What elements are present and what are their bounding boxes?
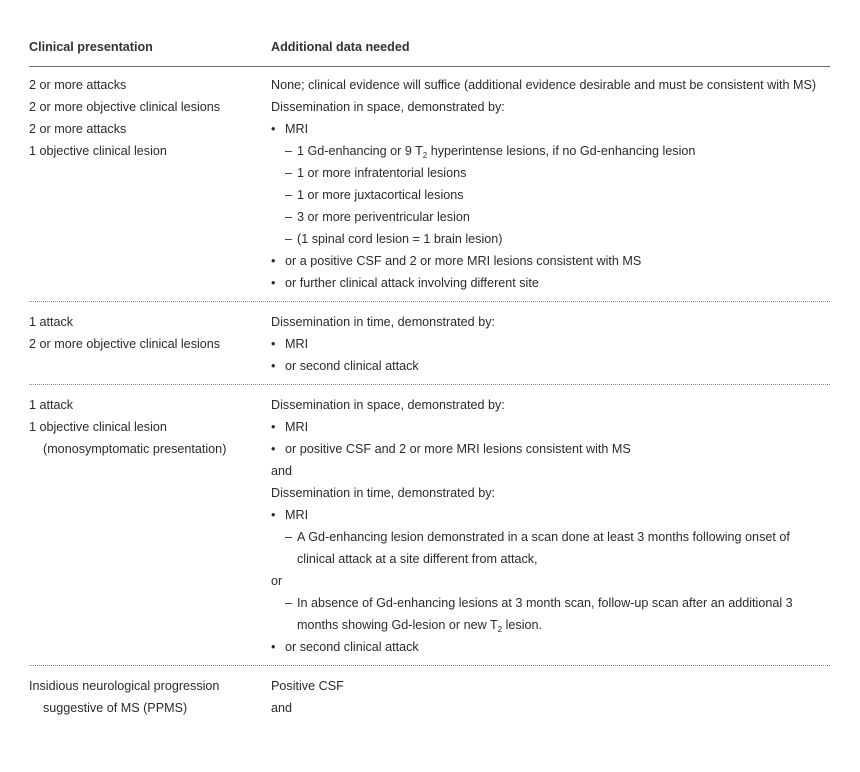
presentation-cell: 1 attack 1 objective clinical lesion (monosymptomatic presentation) <box>29 398 227 456</box>
ms-diagnostic-criteria-table <box>29 28 830 726</box>
table-row <box>29 67 830 302</box>
additional-data-cell: None; clinical evidence will suffice (additional evidence desirable and must be consistent with MS) Dissemination in space, demonstrated by: • MRI – 1 Gd-enhancing or 9 $T_2$ hyperintense lesions, if no Gd-enhancing lesion – 1 or more infratentorial lesions – 1 or more juxtacortical lesions – 3 or more periventricular lesion – (1 spinal cord lesion = 1 brain lesion) • or a positive CSF and 2 or more MRI lesions consistent with MS • or further clinical attack involving different site <box>271 74 830 294</box>
table-header <box>29 28 830 67</box>
header-clinical-presentation: Clinical presentation <box>29 40 153 54</box>
table-row <box>29 302 830 385</box>
presentation-cell: 2 or more attacks 2 or more objective clinical lesions 2 or more attacks 1 objective clinical lesion <box>29 78 221 158</box>
additional-data-cell: Positive CSF and <box>271 679 344 715</box>
presentation-cell: Insidious neurological progression suggestive of MS (PPMS) <box>29 679 220 715</box>
table-row <box>29 666 830 726</box>
table-row <box>29 385 830 666</box>
presentation-cell: 1 attack 2 or more objective clinical lesions <box>29 315 221 351</box>
additional-data-cell: Dissemination in time, demonstrated by: • MRI • or second clinical attack <box>271 311 830 377</box>
additional-data-cell: Dissemination in space, demonstrated by: • MRI • or positive CSF and 2 or more MRI lesions consistent with MS and Dissemination in time, demonstrated by: • MRI – A Gd-enhancing lesion demonstrated in a scan done at least 3 months following onset of clinical attack at a site different from attack, or – In absence of Gd-enhancing lesions at 3 month scan, follow-up scan after an additional 3 months showing Gd-lesion or new $T_2$ lesion. • or second clinical attack <box>271 394 830 658</box>
header-additional-data: Additional data needed <box>271 40 410 54</box>
